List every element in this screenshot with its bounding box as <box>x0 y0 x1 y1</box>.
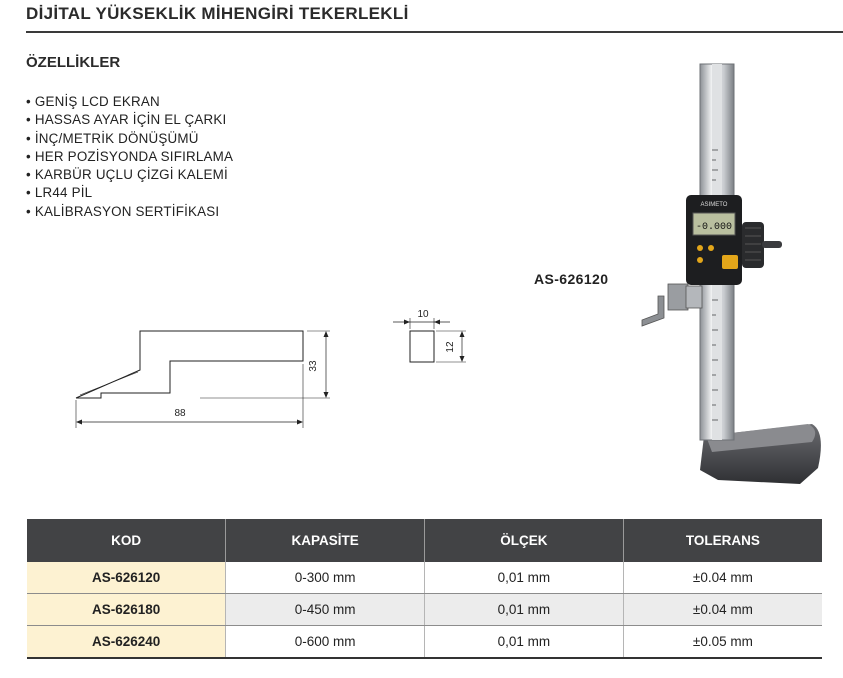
dim-label-section-height: 12 <box>445 341 456 353</box>
dim-label-length: 88 <box>174 408 186 419</box>
feature-item: • HASSAS AYAR İÇİN EL ÇARKI <box>26 111 233 129</box>
cell-capacity: 0-600 mm <box>226 626 425 659</box>
cell-capacity: 0-450 mm <box>226 594 425 626</box>
column-header-capacity: KAPASİTE <box>226 519 425 562</box>
cell-scale: 0,01 mm <box>425 594 624 626</box>
features-heading: ÖZELLİKLER <box>26 54 121 71</box>
feature-item: • HER POZİSYONDA SIFIRLAMA <box>26 148 233 166</box>
dim-label-height: 33 <box>308 360 319 372</box>
height-gauge-image <box>642 64 821 484</box>
dim-label-width: 10 <box>417 309 429 320</box>
feature-item: • KARBÜR UÇLU ÇİZGİ KALEMİ <box>26 166 233 184</box>
cell-tolerance: ±0.05 mm <box>623 626 822 659</box>
cell-scale: 0,01 mm <box>425 626 624 659</box>
feature-item: • LR44 PİL <box>26 184 233 202</box>
scriber-outline <box>76 331 303 398</box>
brand-logo: ASIMETO <box>700 202 728 208</box>
column-header-tolerance: TOLERANS <box>623 519 822 562</box>
hand-wheel-icon <box>742 222 782 268</box>
cell-tolerance: ±0.04 mm <box>623 562 822 594</box>
feature-item: • GENİŞ LCD EKRAN <box>26 93 233 111</box>
feature-item: • KALİBRASYON SERTİFİKASI <box>26 203 233 221</box>
cell-code: AS-626240 <box>27 626 226 659</box>
cross-section-drawing <box>393 318 466 362</box>
table-row <box>27 594 822 626</box>
cell-tolerance: ±0.04 mm <box>623 594 822 626</box>
cell-code: AS-626120 <box>27 562 226 594</box>
table-header-row <box>27 519 822 562</box>
spec-table <box>27 519 822 659</box>
table-row <box>27 626 822 659</box>
column-header-scale: ÖLÇEK <box>425 519 624 562</box>
cell-scale: 0,01 mm <box>425 562 624 594</box>
cell-capacity: 0-300 mm <box>226 562 425 594</box>
column-header-code: KOD <box>27 519 226 562</box>
product-model-label: AS-626120 <box>534 271 609 287</box>
page-title: DİJİTAL YÜKSEKLİK MİHENGİRİ TEKERLEKLİ <box>26 4 409 23</box>
scriber-profile-drawing <box>76 331 330 428</box>
table-row <box>27 562 822 594</box>
feature-item: • İNÇ/METRİK DÖNÜŞÜMÜ <box>26 130 233 148</box>
cell-code: AS-626180 <box>27 594 226 626</box>
lcd-reading: -0.000 <box>695 222 733 233</box>
